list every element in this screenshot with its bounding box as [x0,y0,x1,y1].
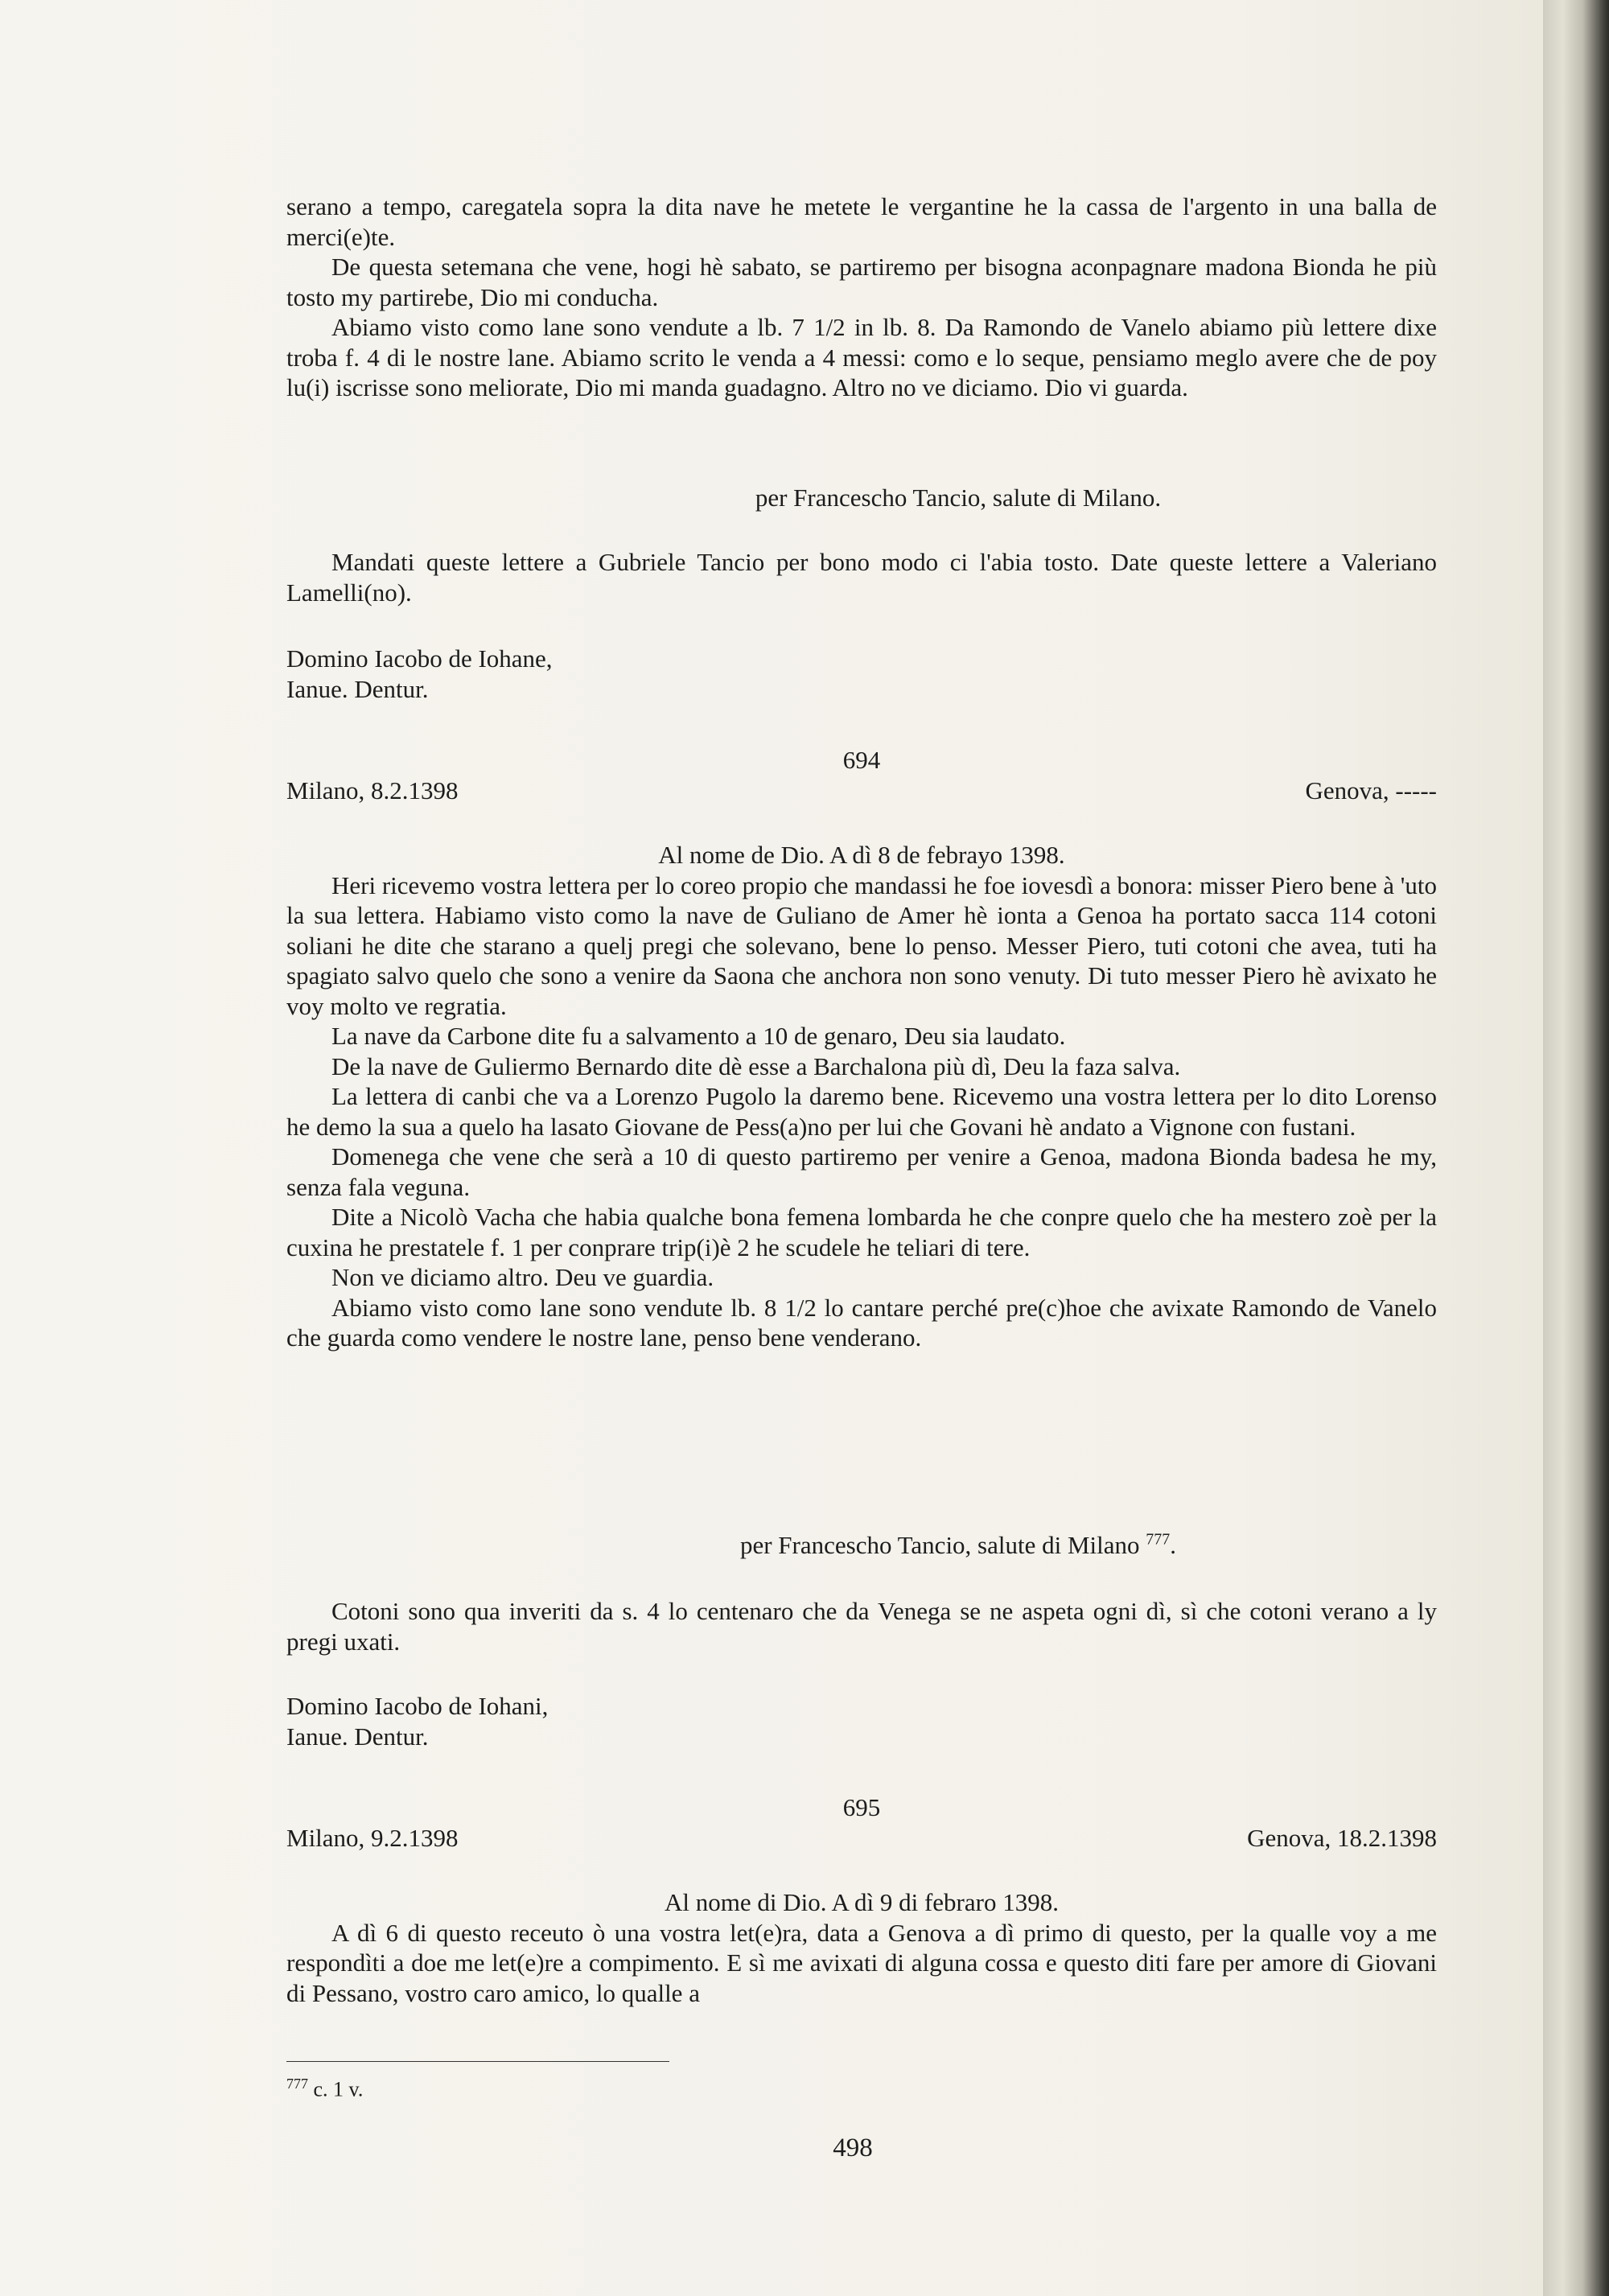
footnote-text: c. 1 v. [313,2077,364,2101]
book-spine [1543,0,1609,2296]
letter-origin: Milano, 9.2.1398 [286,1823,459,1852]
letter-694-header [286,745,1437,805]
letter-number: 694 [842,746,881,774]
letter-694-body [286,840,1437,1353]
letter-address-2: Ianue. Dentur. [286,1722,429,1751]
letter-destination: Genova, ----- [1305,776,1437,804]
letter-paragraph: Abiamo visto como lane sono vendute lb. 8 1/2 lo cantare perché pre(c)hoe che avixate Ramondo de Vanelo che guarda como vendere le nostre lane, penso bene venderano. [286,1293,1437,1352]
letter-origin: Milano, 8.2.1398 [286,776,459,804]
intro-address-1: Domino Iacobo de Iohane, [286,644,553,673]
intro-line-2: De questa setemana che vene, hogi hè sabato, se partiremo per bisogna aconpagnare madona Bionda he più tosto my partirebe, Dio mi conducha. [286,253,1437,311]
letter-signature-text: per Francescho Tancio, salute di Milano [739,1531,1140,1559]
letter-paragraph: Dite a Nicolò Vacha che habia qualche bona femena lombarda he che conpre quelo che ha mestero zoè per la cuxina he prestatele f. 1 per conprare trip(i)è 2 he scudele he teliari di tere. [286,1203,1437,1261]
intro-postscript-block [286,547,1437,607]
intro-address-block [286,644,1437,704]
letter-number: 695 [842,1793,881,1821]
letter-signature: per Francescho Tancio, salute di Milano $^{777}$. [739,1530,1177,1559]
letter-695-body [286,1887,1437,2008]
letter-695-header [286,1792,1437,1853]
footnote-number: 777 [286,2076,308,2092]
letter-paragraph: Non ve diciamo altro. Deu ve guardia. [331,1263,714,1291]
letter-opening: Al nome de Dio. A dì 8 de febrayo 1398. [658,841,1065,869]
letter-destination: Genova, 18.2.1398 [1247,1823,1437,1852]
letter-694-signature [286,1530,1437,1561]
letter-paragraph: La nave da Carbone dite fu a salvamento a 10 de genaro, Deu sia laudato. [331,1022,1066,1050]
letter-paragraph: De la nave de Guliermo Bernardo dite dè esse a Barchalona più dì, Deu la faza salva. [331,1051,1181,1080]
intro-line-1: serano a tempo, caregatela sopra la dita nave he metete le vergantine he la cassa de l'argento in una balla de merci(e)te. [286,192,1437,251]
intro-line-3: Abiamo visto como lane sono vendute a lb. 7 1/2 in lb. 8. Da Ramondo de Vanelo abiamo più lettere dixe troba f. 4 di le nostre lane. Abiamo scrito le venda a 4 messi: como e lo seque, pensiamo meglo avere che de poy lu(i) iscrisse sono meliorate, Dio mi manda guadagno. Altro no ve diciamo. Dio vi guarda. [286,313,1437,401]
letter-address-1: Domino Iacobo de Iohani, [286,1692,549,1720]
letter-paragraph: La lettera di canbi che va a Lorenzo Pugolo la daremo bene. Ricevemo una vostra lettera per lo dito Lorenso he demo la sua a quelo ha lasato Giovane de Pess(a)no per lui che Govani hè andato a Vignone con fustani. [286,1082,1437,1141]
intro-signature-text: per Francescho Tancio, salute di Milano. [755,483,1162,512]
footnote [286,2076,363,2102]
letter-694-address-block [286,1691,1437,1751]
intro-block [286,191,1437,403]
page-number: 498 [833,2133,873,2162]
letter-paragraph: Heri ricevemo vostra lettera per lo coreo propio che mandassi he foe iovesdì a bonora: misser Piero bene à 'uto la sua lettera. Habiamo visto como la nave de Guliano de Amer hè ionta a Genoa ha portato sacca 114 cotoni soliani he dite che starano a quelj pregi che solevano, bene lo penso. Messer Piero, tuti cotoni che avea, tuti ha spagiato salvo quelo che sono a venire da Saona che anchora non sono venuty. Di tuto messer Piero hè avixato he voy molto ve regratia. [286,870,1437,1020]
letter-paragraph: Domenega che vene che serà a 10 di questo partiremo per venire a Genoa, madona Bionda badesa he my, senza fala veguna. [286,1142,1437,1201]
letter-opening: Al nome di Dio. A dì 9 di febraro 1398. [665,1888,1059,1916]
footnote-ref[interactable]: 777 [1146,1530,1171,1549]
intro-signature [286,483,1437,513]
letter-postscript: Cotoni sono qua inveriti da s. 4 lo centenaro che da Venega se ne aspeta ogni dì, sì che cotoni verano a ly pregi uxati. [286,1597,1437,1656]
footnote-divider [286,2061,669,2062]
intro-address-2: Ianue. Dentur. [286,674,429,703]
letter-694-postscript-block [286,1596,1437,1656]
intro-postscript: Mandati queste lettere a Gubriele Tancio per bono modo ci l'abia tosto. Date queste lettere a Valeriano Lamelli(no). [286,548,1437,607]
letter-paragraph: A dì 6 di questo receuto ò una vostra let(e)ra, data a Genova a dì primo di questo, per la qualle voy a me respondìti a doe me let(e)re a compimento. E sì me avixati di alguna cossa e questo diti fare per amore di Giovani di Pessano, vostro caro amico, lo qualle a [286,1918,1437,2007]
